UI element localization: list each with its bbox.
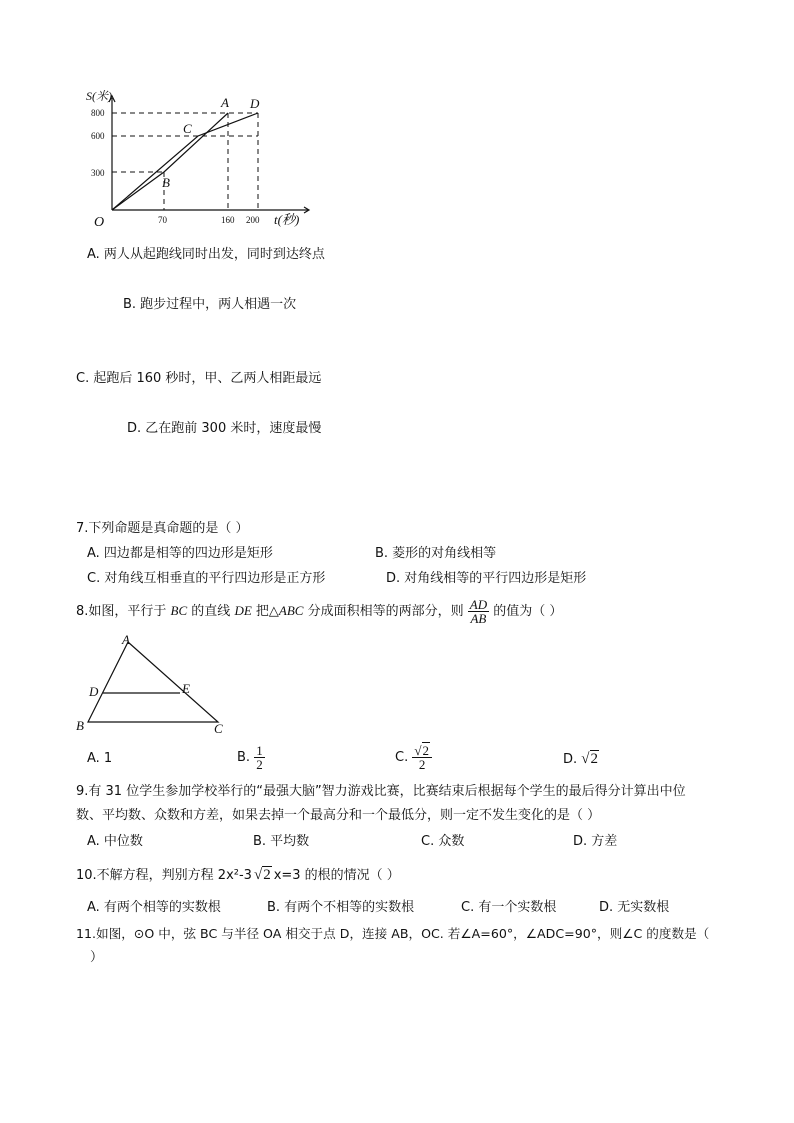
q11-stem-line2: ） [90,950,104,965]
y-axis-label: S(米) [86,89,112,103]
q11-stem-line1: 11.如图，⊙O 中，弦 BC 与半径 OA 相交于点 D，连接 AB，OC. 若∠A=60°，∠ADC=90°，则∠C 的度数是（ [76,926,710,941]
x-tick-200: 200 [246,215,260,225]
q9-option-c: C. 众数 [421,834,465,849]
q10-option-b: B. 有两个不相等的实数根 [267,900,415,915]
q6-option-a: A. 两人从起跑线同时出发，同时到达终点 [87,247,325,262]
vertex-e-label: E [182,681,190,696]
q10-option-c: C. 有一个实数根 [461,900,557,915]
q9-option-d: D. 方差 [573,834,618,849]
q9-option-b: B. 平均数 [253,834,310,849]
triangle-abc [88,642,218,722]
point-b-label: B [162,175,170,190]
point-a-label: A [221,95,229,110]
q6-option-b: B. 跑步过程中，两人相遇一次 [123,297,297,312]
triangle-figure [70,632,240,742]
y-tick-300: 300 [91,168,105,178]
q7-option-c: C. 对角线互相垂直的平行四边形是正方形 [87,571,326,586]
x-tick-160: 160 [221,215,235,225]
q8-stem: 8.如图，平行于 BC 的直线 DE 把△ABC 分成面积相等的两部分，则 $\frac{AD}{AB}$ 的值为（ ） [76,597,563,626]
q7-option-b: B. 菱形的对角线相等 [375,546,497,561]
q8-option-b: B. $\frac{1}{2}$ [237,743,263,772]
distance-time-graph [78,86,398,236]
q7-option-d: D. 对角线相等的平行四边形是矩形 [386,571,587,586]
q10-option-a: A. 有两个相等的实数根 [87,900,221,915]
vertex-d-label: D [89,684,99,699]
q6-option-d: D. 乙在跑前 300 米时，速度最慢 [127,421,322,436]
q10-stem: 10.不解方程，判别方程 2x²-3 √2 x=3 的根的情况（ ） [76,867,400,883]
x-tick-70: 70 [158,215,167,225]
q9-stem-line1: 9.有 31 位学生参加学校举行的“最强大脑”智力游戏比赛，比赛结束后根据每个学生的最后得分计算出中位 [76,784,686,799]
y-tick-600: 600 [91,131,105,141]
q9-stem-line2: 数、平均数、众数和方差，如果去掉一个最高分和一个最低分，则一定不发生变化的是（ ） [76,808,601,823]
vertex-a-label: A [122,632,130,647]
point-d-label: D [250,96,260,111]
q10-option-d: D. 无实数根 [599,900,670,915]
q8-option-d: D. √2 [563,751,599,767]
point-c-label: C [183,121,192,136]
q7-stem: 7.下列命题是真命题的是（ ） [76,521,249,536]
q8-fraction: $\frac{AD}{AB}$ [469,597,488,626]
origin-label: O [94,215,105,230]
vertex-c-label: C [214,721,223,736]
y-tick-800: 800 [91,108,105,118]
q7-option-a: A. 四边都是相等的四边形是矩形 [87,546,273,561]
q8-option-a: A. 1 [87,751,113,766]
graph-axes [109,96,309,213]
q6-option-c: C. 起跑后 160 秒时，甲、乙两人相距最远 [76,371,322,386]
q9-option-a: A. 中位数 [87,834,143,849]
x-axis-label: t(秒) [274,212,300,227]
vertex-b-label: B [76,718,84,733]
q8-option-c: C. $\frac{√2}{2}$ [395,741,432,775]
